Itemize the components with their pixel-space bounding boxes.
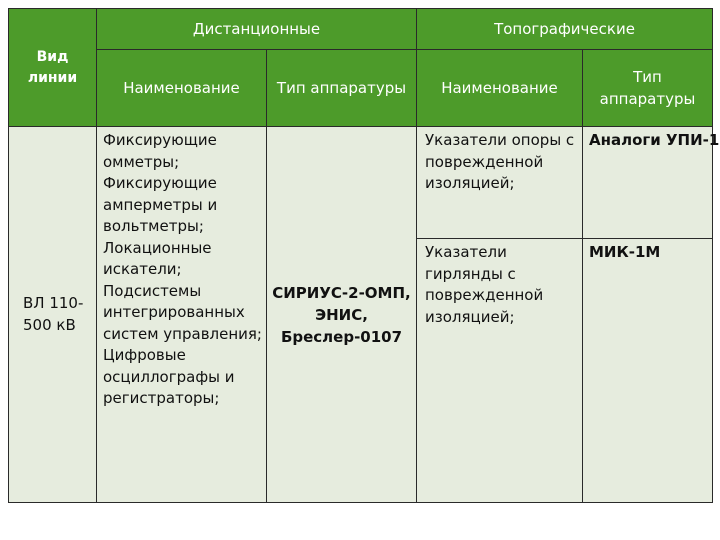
group-header-remote: Дистанционные bbox=[97, 9, 417, 50]
column-header-remote-name: Наименование bbox=[97, 50, 267, 127]
group-header-topographic: Топографические bbox=[417, 9, 713, 50]
topo-name-cell: Указатели гирлянды с поврежденной изоляцией; bbox=[417, 239, 583, 503]
topo-type-cell: МИК-1М bbox=[583, 239, 713, 503]
line-fault-location-table bbox=[8, 8, 720, 503]
header-row-columns bbox=[9, 50, 713, 127]
remote-methods-cell: Фиксирующие омметры; Фиксирующие амперметры и вольтметры; Локационные искатели; Подсистемы интегрированных систем управления; Цифровые осциллографы и регистраторы; bbox=[97, 127, 267, 503]
column-header-topo-type: Тип аппаратуры bbox=[583, 50, 713, 127]
column-header-remote-type: Тип аппаратуры bbox=[267, 50, 417, 127]
line-type-header: Вид линии bbox=[9, 9, 97, 127]
topo-name-cell: Указатели опоры с поврежденной изоляцией; bbox=[417, 127, 583, 239]
topo-type-cell: Аналоги УПИ-1 bbox=[583, 127, 713, 239]
column-header-topo-name: Наименование bbox=[417, 50, 583, 127]
remote-equipment-cell: СИРИУС-2-ОМП, ЭНИС, Бреслер-0107 bbox=[267, 127, 417, 503]
table-row bbox=[9, 127, 713, 239]
header-row-groups bbox=[9, 9, 713, 50]
line-type-cell: ВЛ 110-500 кВ bbox=[9, 127, 97, 503]
